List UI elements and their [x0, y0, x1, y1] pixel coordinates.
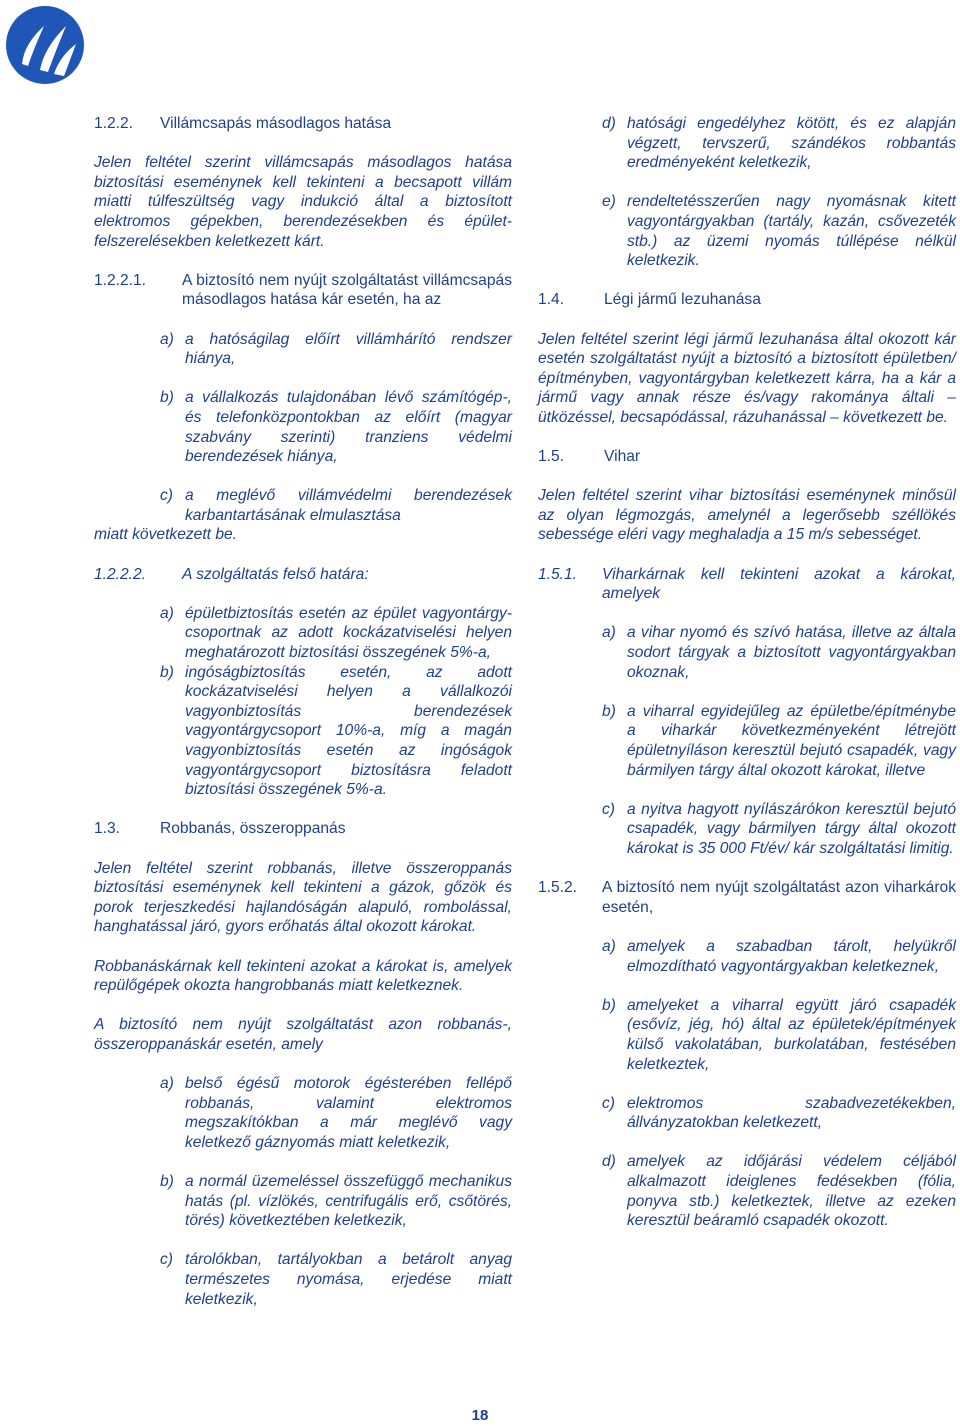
list-item: d) amelyek az időjárási védelem céljából alkalmazott ideiglenes fedésekben (fólia, ponyva stb.) keletkeztek, illetve az ezeken keresztül beáramló csapadék okozott.: [602, 1153, 956, 1230]
paragraph: miatt következett be.: [94, 526, 238, 544]
exclusion-list: [160, 1074, 512, 1309]
list-item: b) a normál üzemeléssel összefüggő mechanikus hatás (pl. vízlökés, centrifugális erő, csőtörés, törés) következtében keletkezik,: [160, 1173, 512, 1230]
section-title: Robbanás, összeroppanás: [160, 820, 346, 838]
list-item: b) ingóságbiztosítás esetén, az adott kockázatviselési helyen a vállalkozói vagyonbiztosítás berendezések vagyontárgycsoport 10%-a, míg a magán vagyonbiztosítás esetén az ingóságok vagyontárgycsoport biztosításra feladott biztosítási összegének 5%-a.: [160, 663, 512, 799]
subsection-paragraph: 1.2.2.2. A szolgáltatás felső határa:: [94, 565, 369, 583]
exclusion-list-continued: [602, 114, 956, 271]
limit-list: [160, 604, 512, 800]
insurer-logo-icon: [4, 4, 86, 86]
list-item: b) a vállalkozás tulajdonában lévő számítógép-, és telefonközpontokban az előírt (magyar szabvány szerinti) tranziens védelmi berendezések hiánya,: [160, 389, 512, 466]
section-number: 1.3.: [94, 820, 121, 838]
subsection-number: 1.2.2.2.: [94, 565, 147, 583]
section-heading: [94, 819, 512, 839]
paragraph: Jelen feltétel szerint villámcsapás másodlagos hatása biztosítási eseménynek kell tekinteni a becsapott villám miatti túlfeszültség vagy indukció által a biztosított elektromos gépekben, berendezésekben és épület-felszerelésekben keletkezett kárt.: [94, 154, 512, 250]
section-heading: [538, 447, 956, 467]
page-number: 18: [471, 1407, 489, 1424]
list-item: a) a hatóságilag előírt villámhárító rendszer hiánya,: [160, 330, 512, 368]
exclusion-list: [160, 330, 512, 526]
subsection-number: 1.5.1.: [538, 565, 578, 583]
subsection-paragraph: 1.2.2.1. A biztosító nem nyújt szolgáltatást villámcsapás másodlagos hatása kár esetén, ha az: [94, 271, 512, 309]
list-item: a) épületbiztosítás esetén az épület vagyontárgy-csoportnak az adott kockázatviselési helyen meghatározott biztosítási összegének 5%-a,: [160, 604, 512, 662]
paragraph: Jelen feltétel szerint vihar biztosítási eseménynek minősül az olyan légmozgás, amelynél a legerősebb széllökés sebessége eléri vagy meghaladja a 15 m/s sebességet.: [538, 487, 956, 544]
right-column: [538, 114, 956, 1250]
section-title: Villámcsapás másodlagos hatása: [160, 115, 392, 132]
list-item: c) a meglévő villámvédelmi berendezések karbantartásának elmulasztása: [160, 487, 512, 524]
subsection-number: 1.5.2.: [538, 879, 578, 897]
subsection-paragraph: 1.5.1. Viharkárnak kell tekinteni azokat a károkat, amelyek: [538, 565, 956, 603]
list-item: a) a vihar nyomó és szívó hatása, illetve az általa sodort tárgyak a biztosított vagyontárgyakban okoznak,: [602, 624, 956, 681]
paragraph: Robbanáskárnak kell tekinteni azokat a károkat is, amelyek repülőgépek okozta hangrobbanás miatt keletkeznek.: [94, 957, 512, 995]
list-item: e) rendeltetésszerűen nagy nyomásnak kitett vagyontárgyakban (tartály, kazán, csővezeték stb.) az üzemi nyomás túllépése nélkül keletkezik.: [602, 193, 956, 270]
paragraph: A biztosító nem nyújt szolgáltatást azon robbanás-, összeroppanáskár esetén, amely: [94, 1016, 512, 1053]
paragraph: Jelen feltétel szerint légi jármű lezuhanása által okozott kár esetén szolgáltatást nyújt a biztosító a biztosított épületben/építményben, vagyontárgyban keletkezett kárra, ha a kár a jármű vagy annak része és/vagy rakománya általi – ütközéssel, becsapódással, rázuhanással – következett be.: [538, 330, 956, 426]
section-number: 1.5.: [538, 448, 565, 466]
list-item: c) tárolókban, tartályokban a betárolt anyag természetes nyomása, erjedése miatt keletkezik,: [160, 1251, 512, 1308]
windstorm-damage-list: [602, 623, 956, 858]
left-column: [94, 114, 512, 1329]
section-title: Légi jármű lezuhanása: [604, 291, 761, 309]
section-number: 1.4.: [538, 291, 565, 309]
list-item: b) a viharral egyidejűleg az épületbe/építménybe a viharkár következményeként létrejött épületnyíláson keresztül bejutó csapadék, vagy bármilyen tárgy által okozott károkat, illetve: [602, 702, 956, 779]
list-item: c) a nyitva hagyott nyílászárókon keresztül bejutó csapadék, vagy bármilyen tárgy által okozott károkat is 35 000 Ft/év/ kár szolgáltatási limitig.: [602, 800, 956, 857]
list-item: d) hatósági engedélyhez kötött, és ez alapján végzett, tervszerű, szándékos robbantás eredményeként keletkezik,: [602, 115, 956, 172]
list-item: b) amelyeket a viharral együtt járó csapadék (esővíz, jég, hó) által az épületek/építmények külső vakolatában, burkolatában, festésében keletkeztek,: [602, 996, 956, 1073]
list-item: a) belső égésű motorok égésterében fellépő robbanás, valamint elektromos megszakítókban a már meglévő vagy keletkező gáznyomás miatt keletkezik,: [160, 1075, 512, 1151]
section-heading: [94, 114, 512, 134]
section-heading: [538, 290, 956, 310]
section-number: 1.2.2.: [94, 115, 134, 132]
list-item: c) elektromos szabadvezetékekben, állványzatokban keletkezett,: [602, 1094, 956, 1132]
section-title: Vihar: [604, 448, 641, 466]
subsection-paragraph: 1.5.2. A biztosító nem nyújt szolgáltatást azon viharkárok esetén,: [538, 879, 956, 916]
list-item: a) amelyek a szabadban tárolt, helyükről elmozdítható vagyontárgyakban keletkeznek,: [602, 937, 956, 975]
paragraph: Jelen feltétel szerint robbanás, illetve összeroppanás biztosítási eseménynek kell tekinteni a gázok, gőzök és porok terjeszkedési hajlandóságán alapuló, rombolással, hanghatással járó, gyors erőhatás által okozott károkat.: [94, 859, 512, 936]
exclusion-list: [602, 937, 956, 1231]
subsection-number: 1.2.2.1.: [94, 271, 147, 289]
